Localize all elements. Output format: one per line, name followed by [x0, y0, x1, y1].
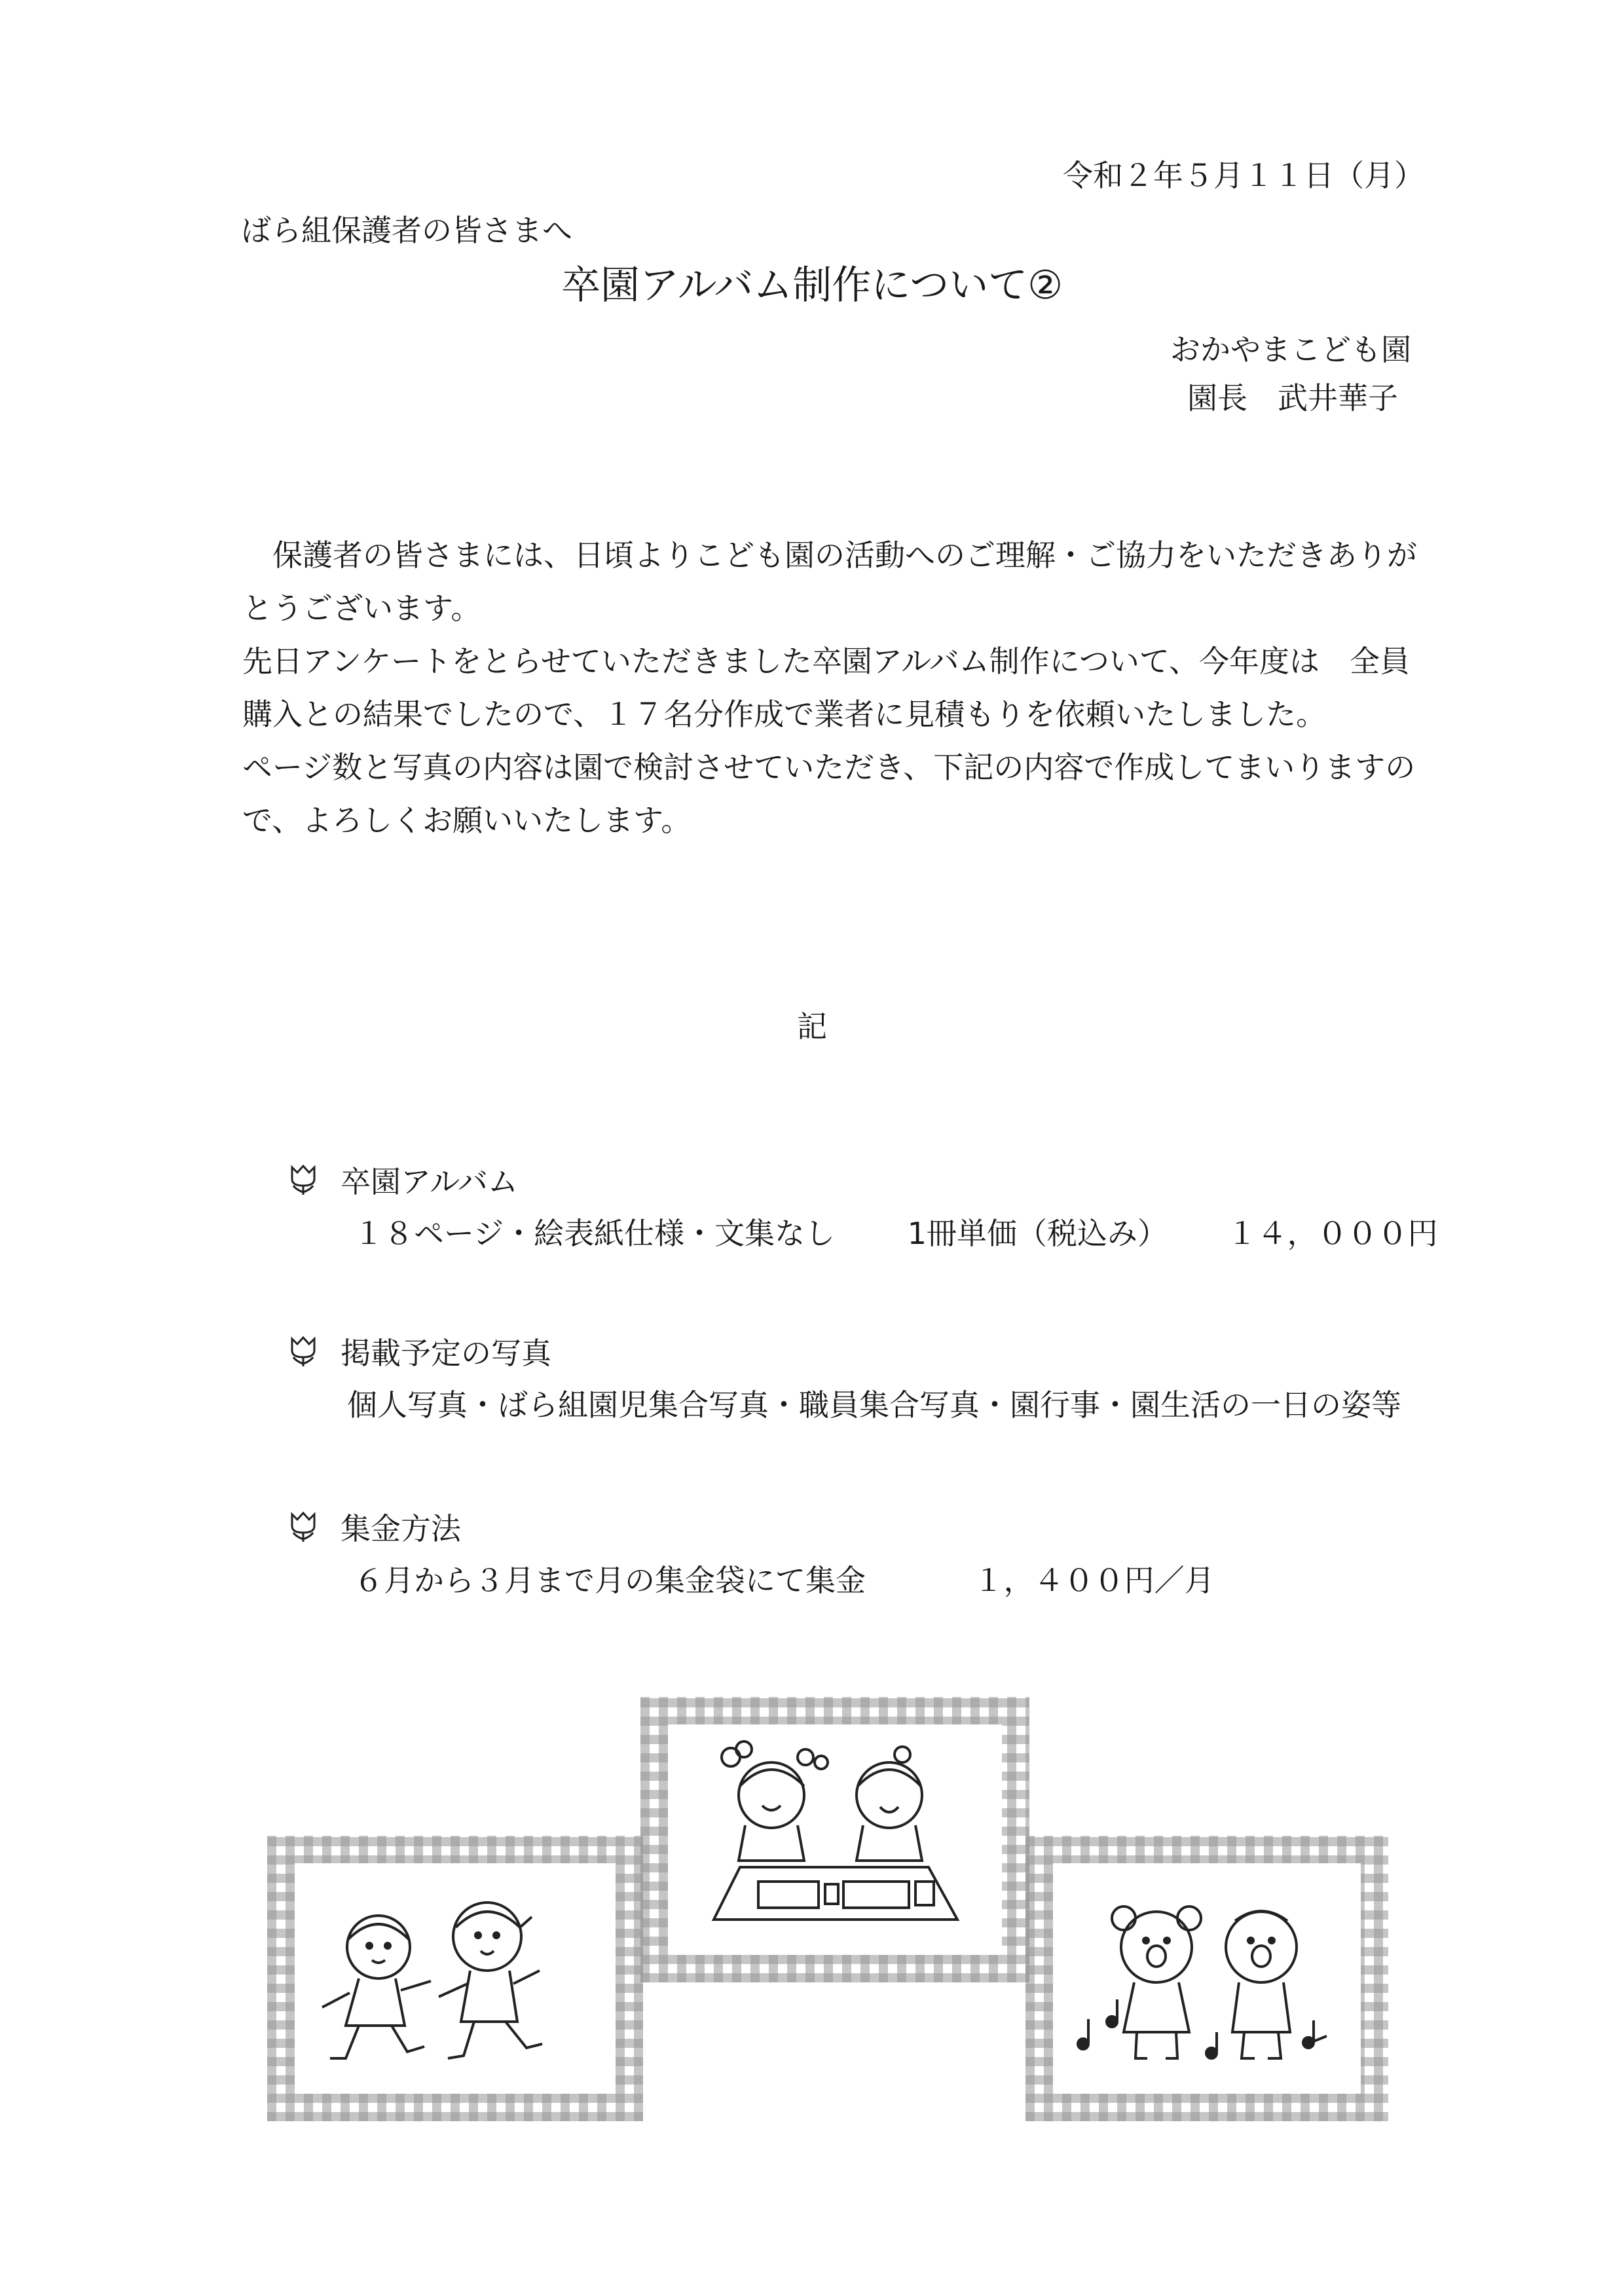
section-album	[288, 1160, 1438, 1253]
section-heading: 卒園アルバム	[341, 1164, 518, 1199]
illustration-running-kids	[267, 1836, 643, 2121]
lunch-kids-icon	[640, 1697, 1029, 1982]
body-paragraph-content: ページ数と写真の内容は園で検討させていただき、下記の内容で作成してまいりますので、よろしくお願いいたします。	[242, 750, 1416, 838]
section-payment	[288, 1507, 1215, 1600]
tulip-icon	[288, 1335, 318, 1368]
section-photos	[288, 1332, 1401, 1425]
tulip-icon	[288, 1510, 318, 1543]
document-date: 令和２年５月１１日（月）	[1063, 158, 1424, 193]
payment-method: ６月から３月まで月の集金袋にて集金	[354, 1563, 866, 1598]
illustration-singing-kids	[1025, 1836, 1388, 2121]
illustration-lunch-kids	[640, 1697, 1029, 1982]
photo-list: 個人写真・ばら組園児集合写真・職員集合写真・園行事・園生活の一日の姿等	[347, 1387, 1401, 1423]
section-heading: 集金方法	[341, 1511, 461, 1546]
monthly-amount: １，４００円／月	[973, 1563, 1215, 1598]
principal-name: 園長 武井華子	[1187, 380, 1398, 416]
singing-kids-icon	[1025, 1836, 1388, 2121]
ki-label: 記	[797, 1009, 827, 1044]
album-spec: １８ページ・絵表紙仕様・文集なし	[354, 1216, 836, 1251]
running-kids-icon	[267, 1836, 643, 2121]
body-paragraph-greeting: 保護者の皆さまには、日頃よりこども園の活動へのご理解・ご協力をいただきありがとうございます。	[242, 538, 1417, 626]
tulip-icon	[288, 1163, 318, 1196]
body-paragraph-survey: 先日アンケートをとらせていただきました卒園アルバム制作について、今年度は 全員購入との結果でしたので、１７名分作成で業者に見積もりを依頼いたしました。	[242, 644, 1410, 732]
section-heading: 掲載予定の写真	[341, 1336, 551, 1371]
organization-name: おかやまこども園	[1170, 332, 1411, 367]
unit-price-label: 1冊単価（税込み）	[907, 1216, 1168, 1251]
addressee: ばら組保護者の皆さまへ	[241, 213, 572, 248]
body-text	[242, 529, 1421, 847]
unit-price: １４，０００円	[1227, 1216, 1438, 1251]
document-title: 卒園アルバム制作について②	[561, 263, 1063, 308]
